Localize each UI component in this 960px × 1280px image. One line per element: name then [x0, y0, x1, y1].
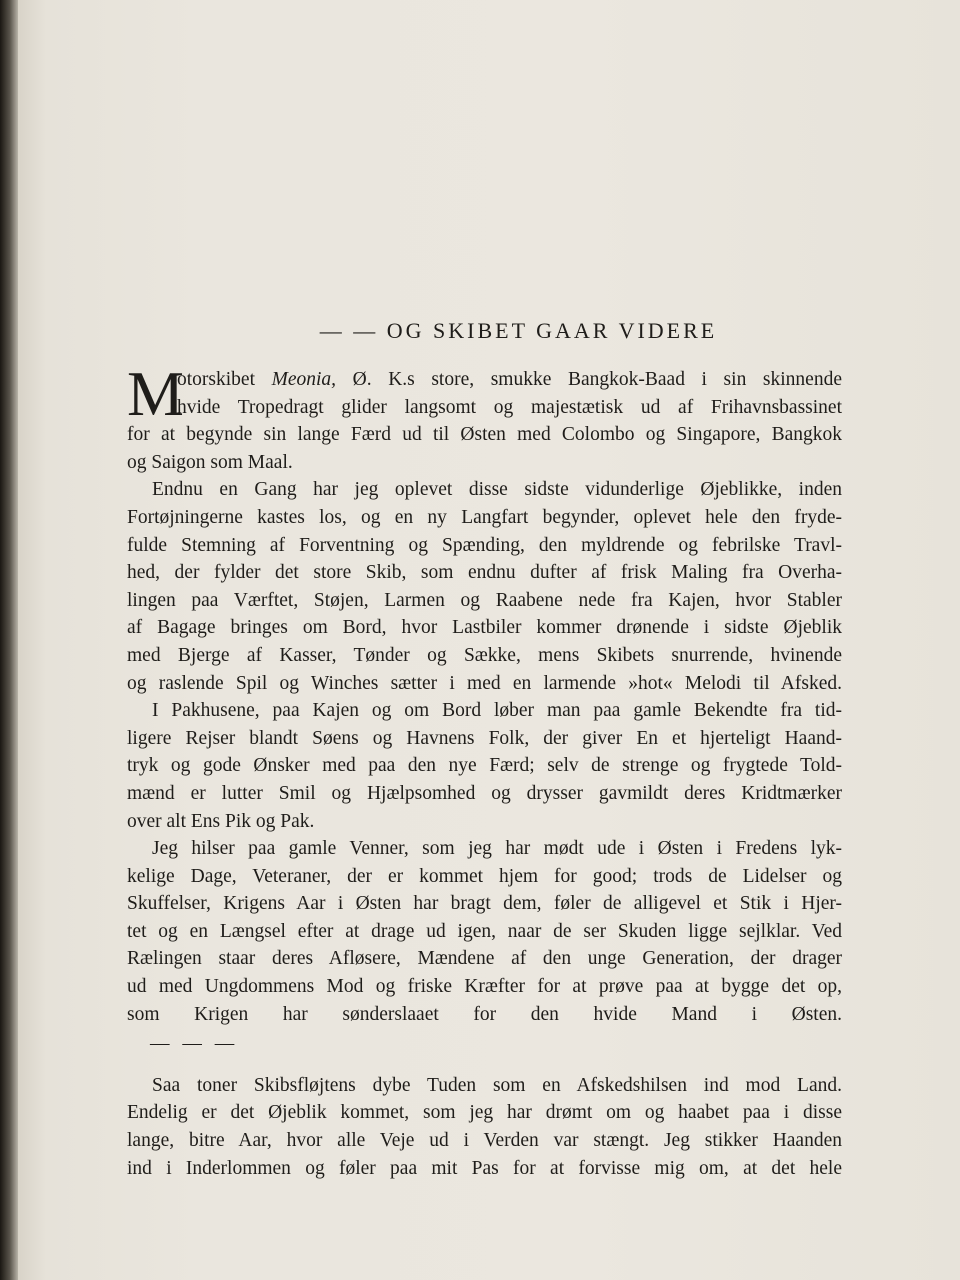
page-text — [127, 316, 842, 1182]
text-line: og Saigon som Maal. — [127, 451, 293, 473]
text-line: Skuffelser, Krigens Aar i Østen har bragt dem, føler de alligevel et Stik i Hjer- — [127, 893, 842, 915]
chapter-heading: — — OG SKIBET GAAR VIDERE — [319, 318, 718, 343]
paragraph-4 — [127, 835, 842, 1028]
paragraph-5 — [127, 1072, 842, 1182]
section-separator: — — — — [150, 1033, 239, 1055]
text-line: Saa toner Skibsfløjtens dybe Tuden som en Afskedshilsen ind mod Land. — [152, 1074, 842, 1096]
text-line: over alt Ens Pik og Pak. — [127, 810, 315, 832]
text-line: ligere Rejser blandt Søens og Havnens Folk, der giver En et hjerteligt Haand- — [127, 727, 842, 749]
paragraph-2 — [127, 476, 842, 697]
text-line: af Bagage bringes om Bord, hvor Lastbiler kommer drønende i sidste Øjeblik — [127, 617, 842, 639]
text-line: tryk og gode Ønsker med paa den nye Færd; selv de strenge og frygtede Told- — [127, 755, 842, 777]
book-gutter-shadow — [0, 0, 18, 1280]
text-line: og raslende Spil og Winches sætter i med en larmende »hot« Melodi til Afsked. — [127, 672, 842, 694]
text-line: lange, bitre Aar, hvor alle Veje ud i Verden var stængt. Jeg stikker Haanden — [127, 1130, 842, 1152]
text-line: Endnu en Gang har jeg oplevet disse sidste vidunderlige Øjeblikke, inden — [152, 479, 842, 501]
book-page — [18, 0, 960, 1280]
text-line: Endelig er det Øjeblik kommet, som jeg har drømt om og haabet paa i disse — [127, 1102, 842, 1124]
text-line: Jeg hilser paa gamle Venner, som jeg har mødt ude i Østen i Fredens lyk- — [152, 838, 842, 860]
text-line: Rælingen staar deres Afløsere, Mændene af den unge Generation, der drager — [127, 948, 842, 970]
drop-cap: M — [127, 358, 184, 429]
text-line: fulde Stemning af Forventning og Spænding, den myldrende og febrilske Travl- — [127, 534, 842, 556]
text-line: lingen paa Værftet, Støjen, Larmen og Raabene nede fra Kajen, hvor Stabler — [127, 589, 842, 611]
text-line: hed, der fylder det store Skib, som endnu dufter af frisk Maling fra Overha- — [127, 562, 842, 584]
text-line: Fortøjningerne kastes los, og en ny Langfart begynder, oplevet hele den fryde- — [127, 506, 842, 528]
text-line: kelige Dage, Veteraner, der er kommet hjem for good; trods de Lidelser og — [127, 865, 842, 887]
text-line: tet og en Længsel efter at drage ud igen, naar de ser Skuden ligge sejlklar. Ved — [127, 920, 842, 942]
text-line: ud med Ungdommens Mod og friske Kræfter for at prøve paa at bygge det op, — [127, 976, 842, 998]
text-line: hvide Tropedragt glider langsomt og majestætisk ud af Frihavnsbassinet — [177, 396, 842, 418]
text-line: for at begynde sin lange Færd ud til Østen med Colombo og Singapore, Bangkok — [127, 424, 842, 446]
paragraph-1 — [127, 358, 842, 476]
text-line: mænd er lutter Smil og Hjælpsomhed og drysser gavmildt deres Kridtmærker — [127, 782, 842, 804]
text-line: I Pakhusene, paa Kajen og om Bord løber man paa gamle Bekendte fra tid- — [152, 700, 842, 722]
ship-name: Meonia, — [271, 369, 337, 390]
text-line: som Krigen har sønderslaaet for den hvide Mand i Østen. — [127, 1003, 842, 1025]
text-line: otorskibet Meonia, Ø. K.s store, smukke Bangkok-Baad i sin skinnende — [177, 369, 842, 390]
paragraph-3 — [127, 697, 842, 835]
text-line: ind i Inderlommen og føler paa mit Pas for at forvisse mig om, at det hele — [127, 1157, 842, 1179]
text-line: med Bjerge af Kasser, Tønder og Sække, mens Skibets snurrende, hvinende — [127, 644, 842, 666]
